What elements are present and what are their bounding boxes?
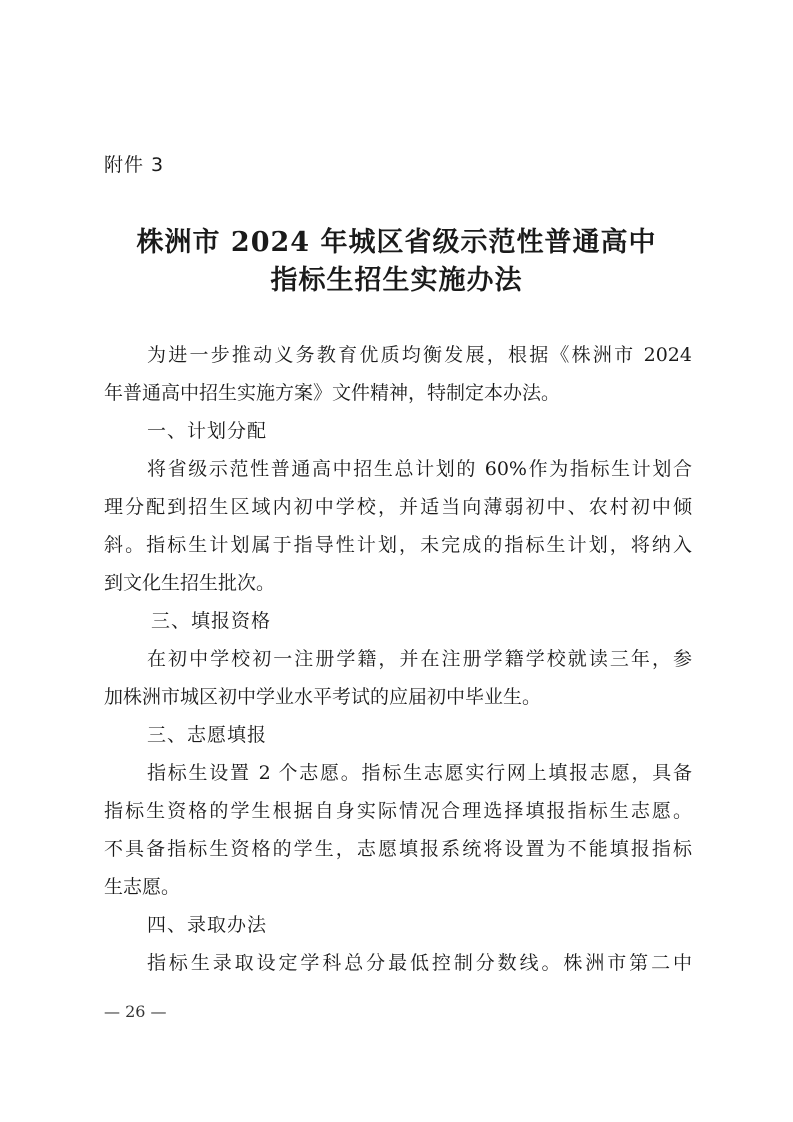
section3-line-3: 不具备指标生资格的学生，志愿填报系统将设置为不能填报指标 [104,838,692,860]
section1-line-4: 到文化生招生批次。 [104,572,276,594]
document-title-line-2: 指标生招生实施办法 [270,265,523,296]
section1-line-2: 理分配到招生区域内初中学校，并适当向薄弱初中、农村初中倾 [104,496,692,518]
section3-line-1: 指标生设置 2 个志愿。指标生志愿实行网上填报志愿，具备 [147,762,692,784]
section2-line-2: 加株洲市城区初中学业水平考试的应届初中毕业生。 [104,686,542,708]
page-number: — 26 — [104,1002,167,1021]
section3-line-2: 指标生资格的学生根据自身实际情况合理选择填报指标生志愿。 [104,800,692,822]
section1-line-3: 斜。指标生计划属于指导性计划，未完成的指标生计划，将纳入 [104,534,692,556]
section-heading-plan-allocation: 一、计划分配 [147,420,268,442]
attachment-label: 附件 3 [104,154,165,176]
section-heading-admission: 四、录取办法 [147,914,268,936]
section3-line-4: 生志愿。 [104,876,181,898]
section4-line-1: 指标生录取设定学科总分最低控制分数线。株洲市第二中 [147,952,692,974]
section2-line-1: 在初中学校初一注册学籍，并在注册学籍学校就读三年，参 [147,648,692,670]
intro-paragraph-line-1: 为进一步推动义务教育优质均衡发展，根据《株洲市 2024 [147,344,692,366]
document-title-line-1: 株洲市 2024 年城区省级示范性普通高中 [136,227,657,258]
section1-line-1: 将省级示范性普通高中招生总计划的 60%作为指标生计划合 [147,458,692,480]
intro-paragraph-line-2: 年普通高中招生实施方案》文件精神，特制定本办法。 [104,382,561,404]
section-heading-eligibility: 三、填报资格 [151,610,272,632]
section-heading-application: 三、志愿填报 [147,724,268,746]
